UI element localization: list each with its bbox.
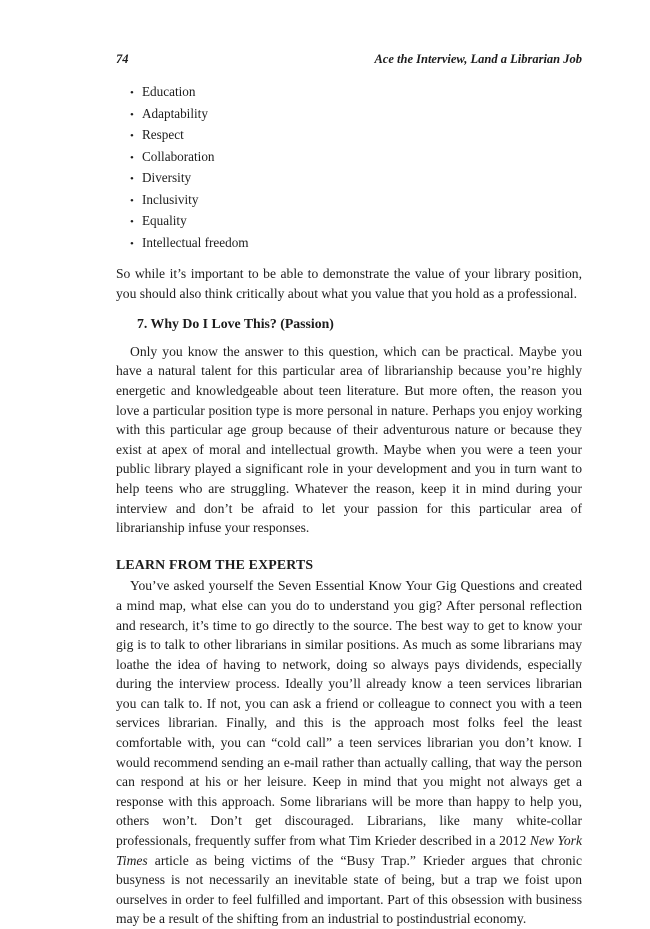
section-heading: LEARN FROM THE EXPERTS [116, 556, 314, 572]
list-item: • Respect [130, 125, 582, 147]
passion-question-heading: 7. Why Do I Love This? (Passion) [137, 316, 334, 332]
page-number: 74 [116, 52, 129, 66]
list-item: • Diversity [130, 168, 582, 190]
book-title: Ace the Interview, Land a Librarian Job [374, 52, 582, 66]
list-item: • Adaptability [130, 104, 582, 126]
list-item: • Equality [130, 211, 582, 233]
professional-values-list [116, 82, 582, 254]
list-item: • Inclusivity [130, 190, 582, 212]
list-item: • Intellectual freedom [130, 233, 582, 255]
experts-text-part-1: You’ve asked yourself the Seven Essential Know Your Gig Questions and created a mind map, what else can you do to understand you gig? After personal reflection and research, it’s time to go directly to the source. The best way to get to know your gig is to talk to other librarians in similar positions. As much as some librarians may loathe the idea of having to network, doing so always pays dividends, especially during the interview process. Ideally you’ll already know a teen services librarian you can talk to. If not, you can ask a friend or colleague to connect you with a teen services librarian. Finally, and this is the approach most folks feel the least comfortable with, you can “cold call” a teen services librarian you don’t know. I would recommend sending an e-mail rather than actually calling, that way the person can respond at his or her leisure. Keep in mind that you might not always get a response with this approach. Some librarians will be more than happy to help you, others won’t. Don’t get discouraged. Librarians, like many white-collar professionals, frequently suffer from what Tim Krieder described in a 2012 [116, 578, 582, 849]
list-item: • Collaboration [130, 147, 582, 169]
passion-paragraph: Only you know the answer to this question, which can be practical. Maybe you have a natural talent for this particular area of librarianship because you’re highly energetic and knowledgeable about teen literature. But more often, the reason you love a particular position type is more personal in nature. Perhaps you enjoy working with this particular age group because of their adventurous nature or because they exist at apex of moral and intellectual growth. Maybe when you were a teen your public library played a significant role in your development and you in turn want to help teens who are struggling. Whatever the reason, keep it in mind during your interview and don’t be afraid to let your passion for this particular area of librarianship infuse your responses. [116, 343, 582, 536]
experts-paragraph [116, 576, 582, 929]
running-head [116, 50, 582, 70]
list-item: • Education [130, 82, 582, 104]
book-page [116, 50, 582, 929]
values-paragraph: So while it’s important to be able to demonstrate the value of your library position, you should also think critically about what you value that you hold as a professional. [116, 266, 582, 301]
publication-title: New York Times [116, 833, 582, 868]
experts-text-part-2: article as being victims of the “Busy Trap.” Krieder argues that chronic busyness is not necessarily an inevitable state of being, but a trap we foist upon ourselves in order to feel fulfilled and important. Part of this obsession with business may be a result of the shifting from an industrial to postindustrial economy. [116, 852, 582, 927]
